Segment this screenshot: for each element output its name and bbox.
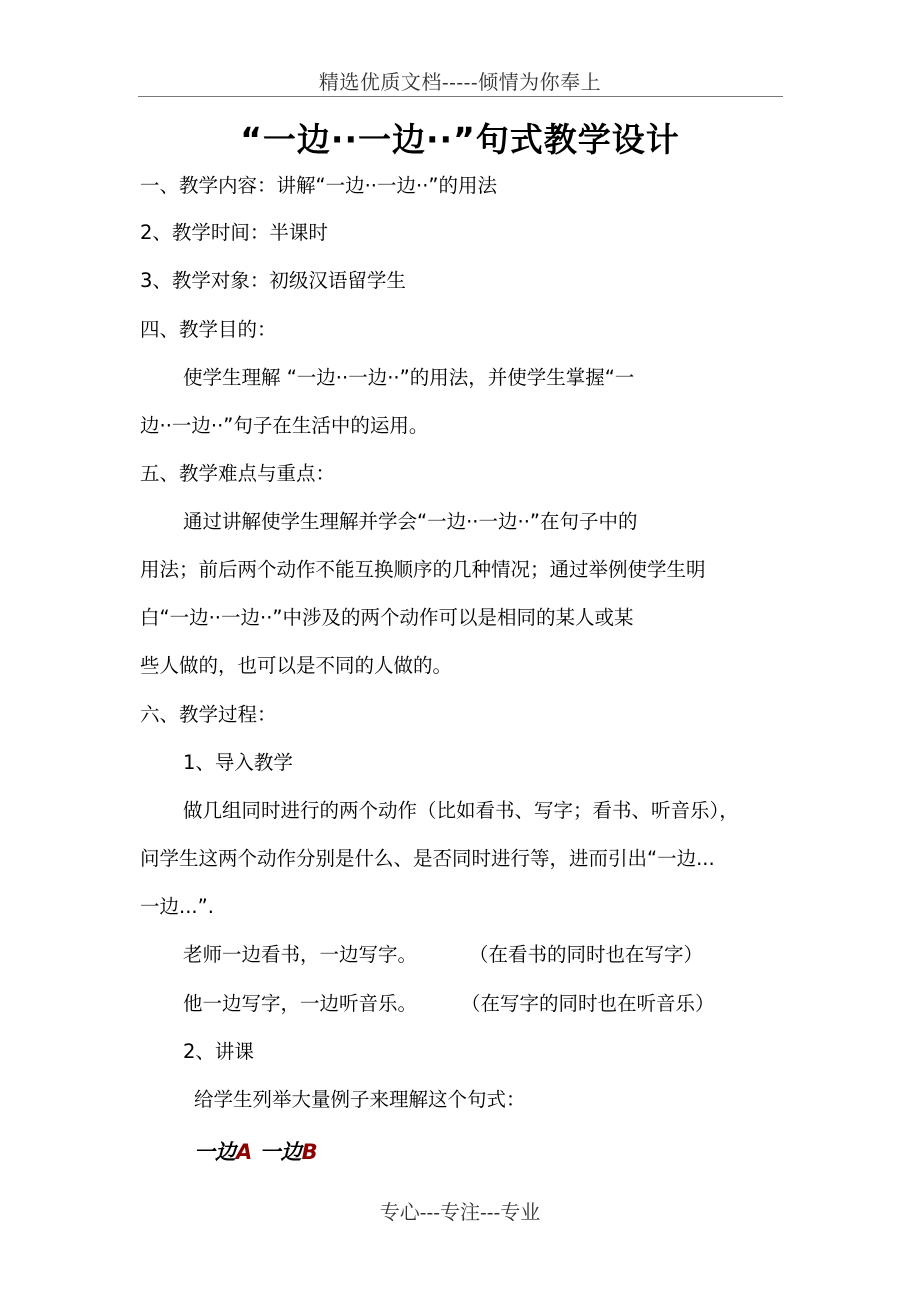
step1-line-3: 一边...”. (140, 895, 214, 918)
teaching-content: 一、教学内容：讲解“一边··一边··”的用法 (140, 174, 497, 197)
teaching-time: 2、教学时间：半课时 (140, 221, 328, 244)
formula-variable-a: A (236, 1140, 253, 1164)
step2-heading: 2、讲课 (183, 1040, 254, 1063)
formula-part-2: 一边 (252, 1140, 302, 1164)
example-1-note: （在看书的同时也在写字） (469, 943, 704, 966)
step2-line-1: 给学生列举大量例子来理解这个句式： (194, 1088, 526, 1111)
step1-line-2: 问学生这两个动作分别是什么、是否同时进行等，进而引出“一边... (140, 847, 715, 870)
key-points-line-3: 白“一边··一边··”中涉及的两个动作可以是相同的某人或某 (140, 606, 634, 629)
formula-variable-b: B (301, 1140, 318, 1164)
header-rule (138, 96, 783, 97)
running-header: 精选优质文档-----倾情为你奉上 (318, 70, 602, 94)
key-points-line-1: 通过讲解使学生理解并学会“一边··一边··”在句子中的 (183, 510, 638, 533)
step1-line-1: 做几组同时进行的两个动作（比如看书、写字；看书、听音乐）， (183, 799, 739, 822)
example-2-sentence: 他一边写字，一边听音乐。 (183, 992, 418, 1015)
process-heading: 六、教学过程： (140, 703, 277, 726)
document-title: “一边··一边··”句式教学设计 (240, 120, 680, 159)
goal-heading: 四、教学目的： (140, 318, 277, 341)
key-points-heading: 五、教学难点与重点： (140, 462, 336, 485)
step1-heading: 1、导入教学 (183, 751, 293, 774)
example-1 (183, 945, 703, 965)
sentence-pattern-formula (194, 1136, 318, 1166)
example-2 (183, 994, 715, 1014)
key-points-line-2: 用法；前后两个动作不能互换顺序的几种情况；通过举例使学生明 (140, 558, 706, 581)
teaching-audience: 3、教学对象：初级汉语留学生 (140, 269, 406, 292)
goal-line-1: 使学生理解 “一边··一边··”的用法，并使学生掌握“一 (183, 366, 635, 389)
formula-part-1: 一边 (194, 1140, 236, 1164)
goal-line-2: 边··一边··”句子在生活中的运用。 (140, 414, 429, 437)
example-1-sentence: 老师一边看书，一边写字。 (183, 943, 418, 966)
key-points-line-4: 些人做的，也可以是不同的人做的。 (140, 654, 453, 677)
running-footer: 专心---专注---专业 (379, 1200, 541, 1224)
example-2-note: （在写字的同时也在听音乐） (461, 992, 715, 1015)
